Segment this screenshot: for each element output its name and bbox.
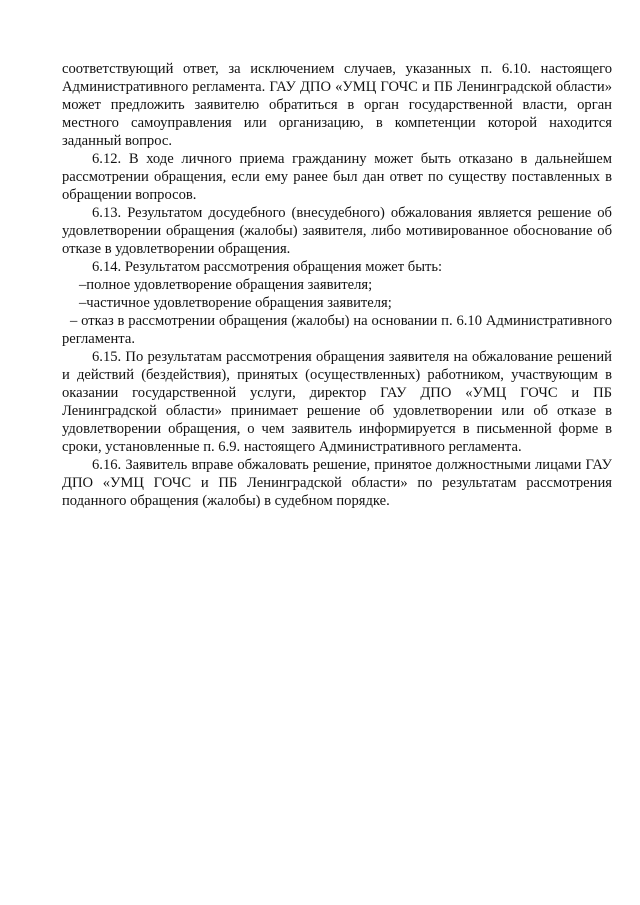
list-item-refusal: – отказ в рассмотрении обращения (жалобы) на основании п. 6.10 Административного регламента.	[62, 313, 612, 347]
paragraph-6-13: 6.13. Результатом досудебного (внесудебного) обжалования является решение об удовлетворении обращения (жалобы) заявителя, либо мотивированное обоснование об отказе в удовлетворении обращения.	[62, 205, 612, 257]
paragraph-6-12: 6.12. В ходе личного приема гражданину может быть отказано в дальнейшем рассмотрении обращения, если ему ранее был дан ответ по существу поставленных в обращении вопросов.	[62, 151, 612, 203]
document-page	[62, 60, 612, 510]
list-item-partial-satisfaction: –частичное удовлетворение обращения заявителя;	[79, 295, 392, 311]
paragraph-6-11-continuation: соответствующий ответ, за исключением случаев, указанных п. 6.10. настоящего Административного регламента. ГАУ ДПО «УМЦ ГОЧС и ПБ Ленинградской области» может предложить заявителю обратиться в орган государственной власти, орган местного самоуправления или организацию, в компетенции которой находится заданный вопрос.	[62, 61, 612, 149]
paragraph-6-14: 6.14. Результатом рассмотрения обращения может быть:	[92, 259, 443, 275]
paragraph-6-16: 6.16. Заявитель вправе обжаловать решение, принятое должностными лицами ГАУ ДПО «УМЦ ГОЧС и ПБ Ленинградской области» по результатам рассмотрения поданного обращения (жалобы) в судебном порядке.	[62, 457, 612, 509]
paragraph-6-15: 6.15. По результатам рассмотрения обращения заявителя на обжалование решений и действий (бездействия), принятых (осуществленных) работником, участвующим в оказании государственной услуги, директор ГАУ ДПО «УМЦ ГОЧС и ПБ Ленинградской области» принимает решение об удовлетворении или об отказе в удовлетворении обращения, о чем заявитель информируется в письменной форме в сроки, установленные п. 6.9. настоящего Административного регламента.	[62, 349, 612, 455]
list-item-full-satisfaction: –полное удовлетворение обращения заявителя;	[79, 277, 373, 293]
